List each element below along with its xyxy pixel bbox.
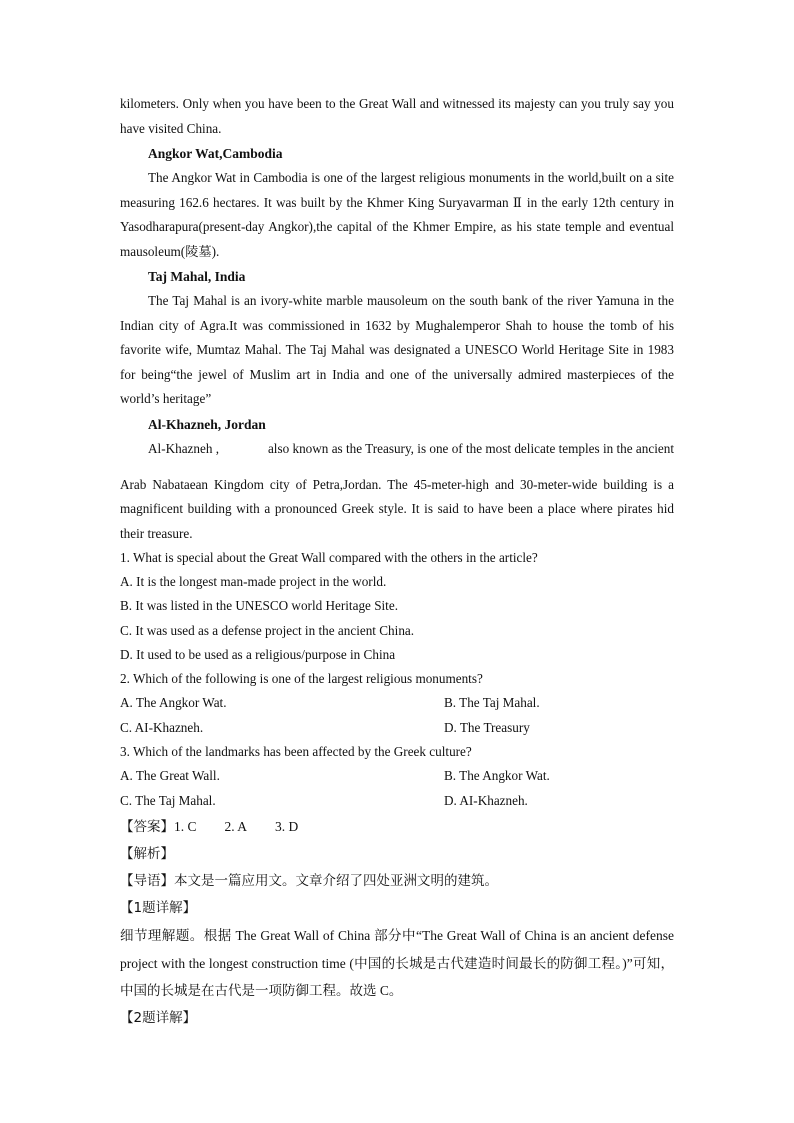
answer-line [120,813,674,841]
section-heading-angkor: Angkor Wat,Cambodia [148,146,283,161]
section-heading-taj-mahal: Taj Mahal, India [148,269,246,284]
question-option: B. The Taj Mahal. [444,695,540,711]
answer-item: 1. C [174,819,197,835]
section-body-al-khazneh-first-line [120,437,674,473]
q1-detail-label: 【1题详解】 [120,900,197,917]
section-body-taj-mahal: The Taj Mahal is an ivory-white marble mausoleum on the south bank of the river Yamuna in the Indian city of Agra.It was commissioned in 1632 by Mughalemperor Shah to house the tomb of his favorite wife, Mumtaz Mahal. The Taj Mahal was designated a UNESCO World Heritage Site in 1983 for being“the jewel of Muslim art in India and one of the universally admired masterpieces of the world’s heritage” [120,293,674,406]
question-option: A. It is the longest man-made project in the world. [120,574,387,590]
answer-label: 【答案】 [120,819,174,836]
question-option: B. It was listed in the UNESCO world Heritage Site. [120,598,398,614]
section-body-al-khazneh: Arab Nabataean Kingdom city of Petra,Jordan. The 45-meter-high and 30-meter-wide building is a magnificent building with a pronounced Greek style. It is said to have been a place where pirates hid their treasure. [120,476,674,541]
question-stem: 2. Which of the following is one of the largest religious monuments? [120,671,483,687]
question-option: D. AI-Khazneh. [444,792,528,808]
question-option: C. AI-Khazneh. [120,719,204,735]
guide-line [120,868,674,895]
question-option: B. The Angkor Wat. [444,768,550,784]
question-3 [120,740,674,813]
question-option: C. The Taj Mahal. [120,792,216,808]
al-khazneh-first-right: also known as the Treasury, is one of the most delicate temples in the ancient [267,440,674,456]
question-option: A. The Angkor Wat. [120,695,227,711]
options-row [120,691,674,716]
question-option: A. The Great Wall. [120,768,220,784]
question-option: D. It used to be used as a religious/purpose in China [120,646,396,662]
guide-text: 本文是一篇应用文。文章介绍了四处亚洲文明的建筑。 [174,873,498,890]
question-stem: 3. Which of the landmarks has been affected by the Greek culture? [120,744,472,760]
section-heading-al-khazneh: Al-Khazneh, Jordan [148,416,266,432]
guide-label: 【导语】 [120,873,174,890]
q1-detail-text: 细节理解题。根据 The Great Wall of China 部分中“The Great Wall of China is an ancient defense project with the longest construction time (中国的长城是古代建造时间最长的防御工程。)”可知，中国的长城是在古代是一项防御工程。故选 C。 [120,928,674,999]
document-page [120,92,674,1032]
options-row [120,716,674,741]
analysis-label: 【解析】 [120,846,174,863]
question-option: D. The Treasury [444,719,530,735]
answer-item: 3. D [275,819,299,835]
intro-paragraph: kilometers. Only when you have been to the Great Wall and witnessed its majesty can you truly say you have visited China. [120,96,674,136]
answer-item: 2. A [224,819,248,835]
question-option: C. It was used as a defense project in the ancient China. [120,622,415,638]
options-row [120,789,674,814]
section-body-angkor: The Angkor Wat in Cambodia is one of the largest religious monuments in the world,built on a site measuring 162.6 hectares. It was built by the Khmer King Suryavarman Ⅱ in the early 12th century in Yasodharapura(present-day Angkor),the capital of the Khmer Empire, as his state temple and eventual mausoleum(陵墓). [120,170,674,259]
question-stem: 1. What is special about the Great Wall compared with the others in the article? [120,550,538,565]
q2-detail-label: 【2题详解】 [120,1009,197,1026]
al-khazneh-first-left: Al-Khazneh , [148,440,220,456]
question-2 [120,667,674,740]
options-row [120,764,674,789]
question-1 [120,546,674,667]
